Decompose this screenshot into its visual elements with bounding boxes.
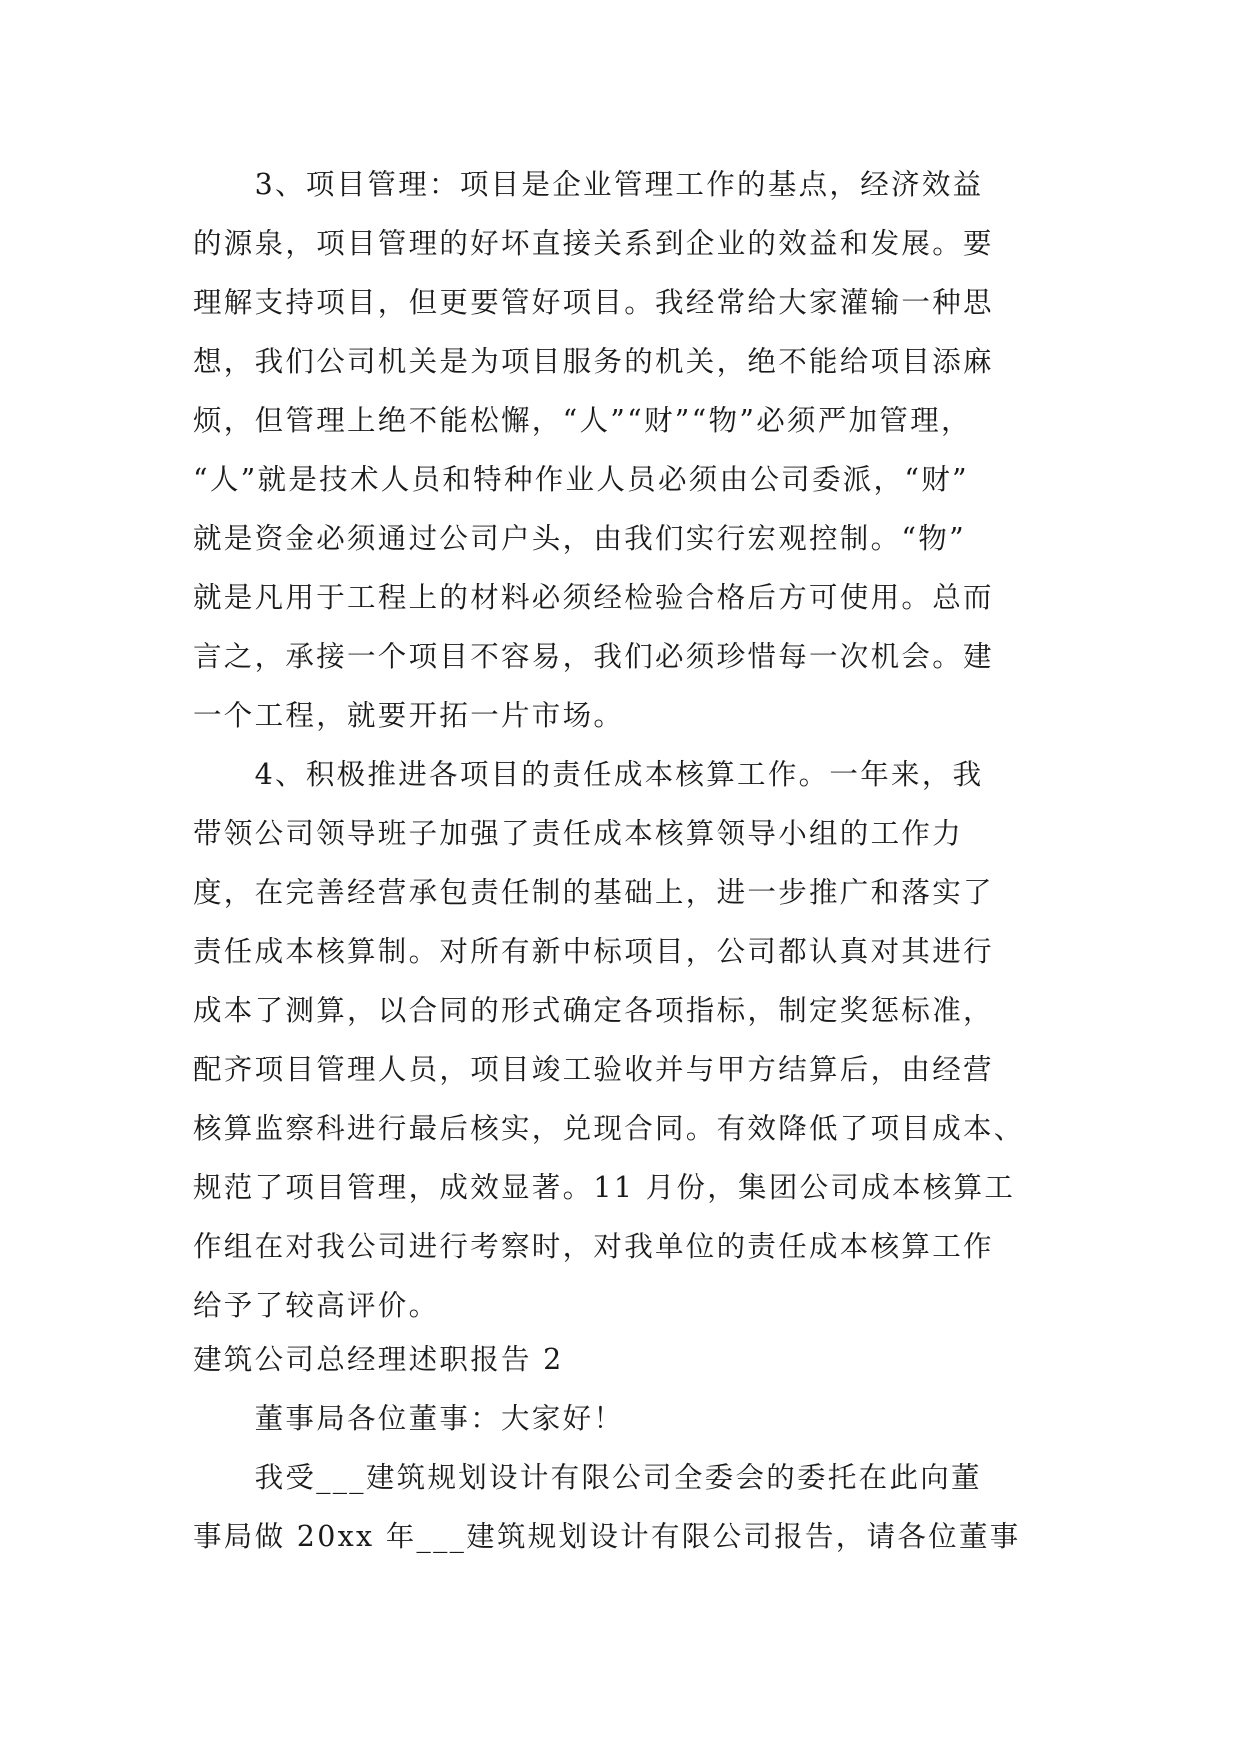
paragraph-line: 核算监察科进行最后核实，兑现合同。有效降低了项目成本、 (193, 1112, 1025, 1145)
paragraph-line: 我受___建筑规划设计有限公司全委会的委托在此向董 (193, 1461, 982, 1494)
section-heading: 建筑公司总经理述职报告 2 (193, 1343, 564, 1376)
paragraph-line: 带领公司领导班子加强了责任成本核算领导小组的工作力 (193, 817, 964, 850)
paragraph-line: 想，我们公司机关是为项目服务的机关，绝不能给项目添麻 (193, 345, 994, 378)
paragraph-line: 规范了项目管理，成效显著。11 月份，集团公司成本核算工 (193, 1171, 1016, 1204)
paragraph-line: 理解支持项目，但更要管好项目。我经常给大家灌输一种思 (193, 286, 994, 319)
paragraph-line: 烦，但管理上绝不能松懈，“人”“财”“物”必须严加管理， (193, 404, 972, 437)
paragraph-line: 给予了较高评价。 (193, 1289, 440, 1322)
paragraph-line: 4、积极推进各项目的责任成本核算工作。一年来，我 (193, 758, 984, 791)
paragraph-line: 就是凡用于工程上的材料必须经检验合格后方可使用。总而 (193, 581, 994, 614)
paragraph-line: 就是资金必须通过公司户头，由我们实行宏观控制。“物” (193, 522, 966, 555)
paragraph-line: 作组在对我公司进行考察时，对我单位的责任成本核算工作 (193, 1230, 994, 1263)
paragraph-line: 的源泉，项目管理的好坏直接关系到企业的效益和发展。要 (193, 227, 994, 260)
paragraph-line: 言之，承接一个项目不容易，我们必须珍惜每一次机会。建 (193, 640, 994, 673)
paragraph-line: 事局做 20xx 年___建筑规划设计有限公司报告，请各位董事 (193, 1520, 1021, 1553)
paragraph-line: 成本了测算，以合同的形式确定各项指标，制定奖惩标准， (193, 994, 994, 1027)
paragraph-line: 3、项目管理：项目是企业管理工作的基点，经济效益 (193, 168, 984, 201)
paragraph-line: “人”就是技术人员和特种作业人员必须由公司委派，“财” (193, 463, 969, 496)
paragraph-line: 度，在完善经营承包责任制的基础上，进一步推广和落实了 (193, 876, 994, 909)
paragraph-line: 配齐项目管理人员，项目竣工验收并与甲方结算后，由经营 (193, 1053, 994, 1086)
paragraph-line: 董事局各位董事：大家好！ (193, 1402, 625, 1435)
paragraph-line: 一个工程，就要开拓一片市场。 (193, 699, 625, 732)
paragraph-line: 责任成本核算制。对所有新中标项目，公司都认真对其进行 (193, 935, 994, 968)
